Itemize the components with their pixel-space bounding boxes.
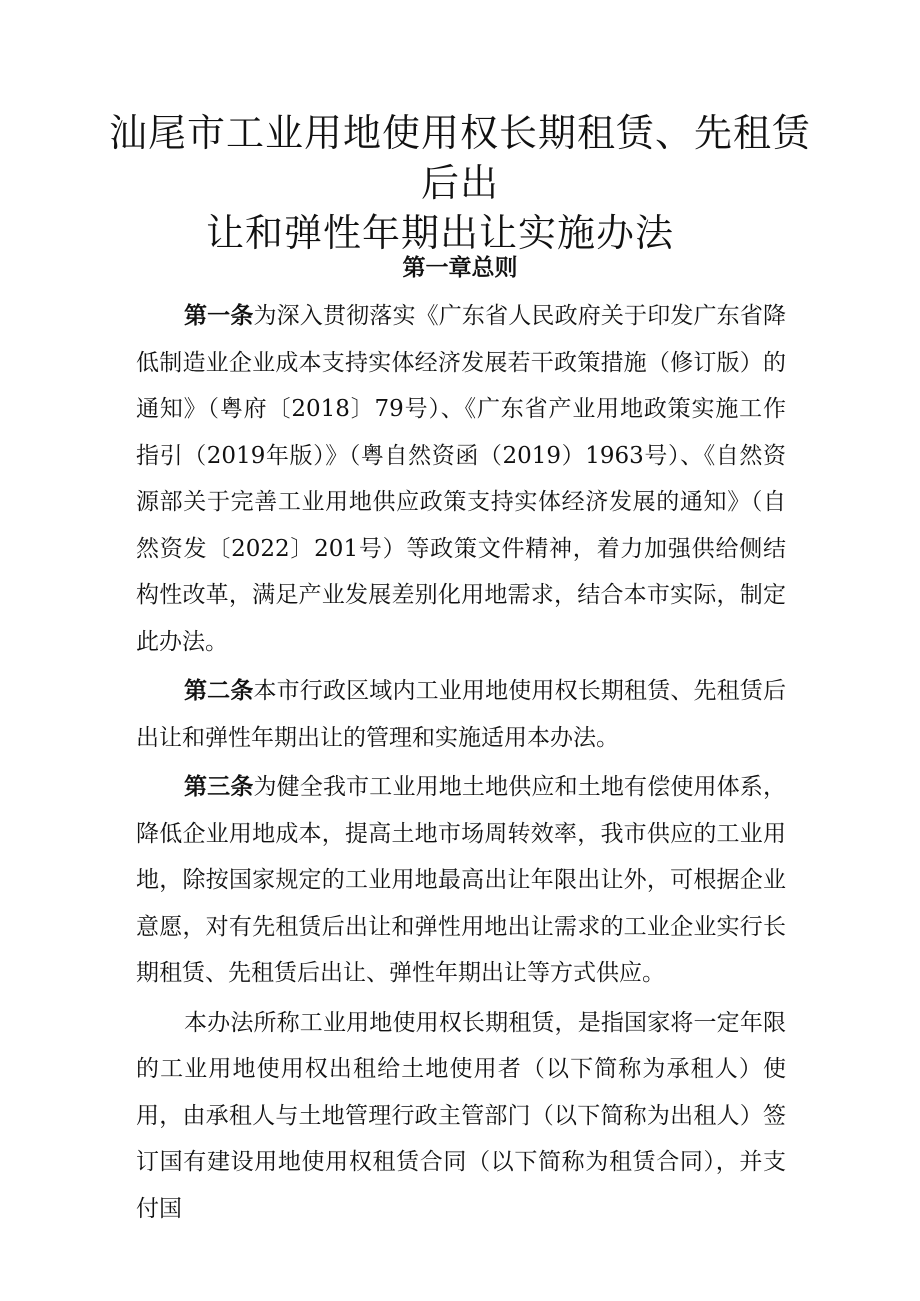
article-1-number: 第一条: [184, 303, 254, 329]
document-title-line-1: 汕尾市工业用地使用权长期租赁、先租赁后出: [108, 111, 811, 205]
article-3: [136, 764, 786, 997]
article-2: [136, 668, 786, 761]
document-title: [100, 108, 820, 258]
document-title-line-2: 让和弹性年期出让实施办法: [205, 211, 674, 255]
article-2-text: 本市行政区域内工业用地使用权长期租赁、先租赁后出让和弹性年期出让的管理和实施适用本办法。: [136, 678, 787, 751]
article-3-paragraph-2-text: 本办法所称工业用地使用权长期租赁，是指国家将一定年限的工业用地使用权出租给土地使用者（以下简称为承租人）使用，由承租人与土地管理行政主管部门（以下简称为出租人）签订国有建设用地使用权租赁合同（以下简称为租赁合同），并支付国: [136, 1009, 786, 1222]
article-3-number: 第三条: [184, 774, 254, 800]
article-3-paragraph-2: [136, 1000, 786, 1233]
article-3-text: 为健全我市工业用地土地供应和土地有偿使用体系，降低企业用地成本，提高土地市场周转效率，我市供应的工业用地，除按国家规定的工业用地最高出让年限出让外，可根据企业意愿，对有先租赁后出让和弹性用地出让需求的工业企业实行长期租赁、先租赁后出让、弹性年期出让等方式供应。: [136, 774, 787, 986]
document-body: [136, 293, 786, 1235]
article-2-number: 第二条: [184, 678, 254, 704]
chapter-heading: 第一章总则: [402, 255, 518, 281]
article-1-text: 为深入贯彻落实《广东省人民政府关于印发广东省降低制造业企业成本支持实体经济发展若干政策措施（修订版）的通知》（粤府〔2018〕79号）、《广东省产业用地政策实施工作指引（2019年版）》（粤自然资函（2019）1963号）、《自然资源部关于完善工业用地供应政策支持实体经济发展的通知》（自然资发〔2022〕201号）等政策文件精神，着力加强供给侧结构性改革，满足产业发展差别化用地需求，结合本市实际，制定此办法。: [136, 303, 787, 655]
article-1: [136, 293, 786, 665]
